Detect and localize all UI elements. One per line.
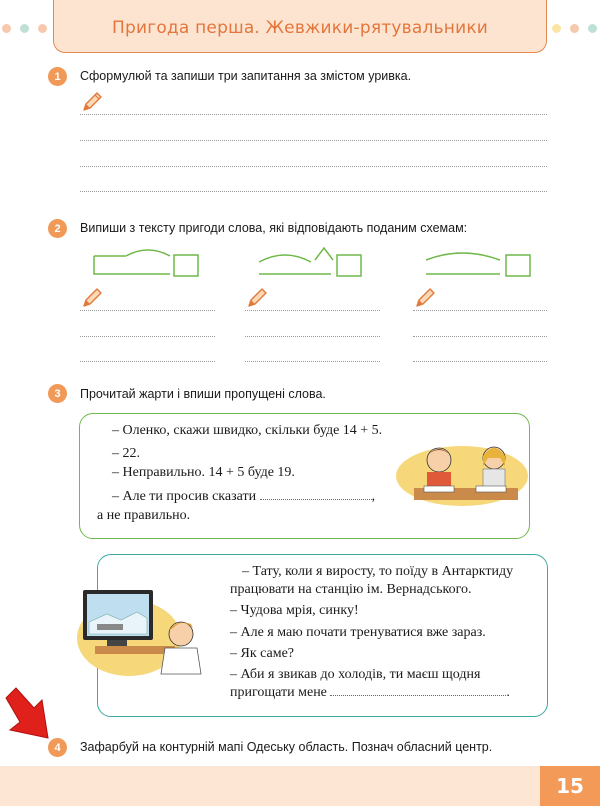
fill-in-blank[interactable] [260,499,372,500]
joke-1-line [112,489,375,505]
pencil-icon [80,286,104,310]
joke-2-line: працювати на станцію ім. Вернадського. [230,582,472,597]
task-2-number: 2 [48,219,67,238]
joke-2-line: – Аби я звикав до холодів, ти маєш щодня [230,667,481,682]
answer-line[interactable] [80,310,215,311]
pencil-icon [413,286,437,310]
answer-line[interactable] [413,310,547,311]
answer-line[interactable] [80,336,215,337]
word-scheme-1 [90,246,205,280]
joke-2-punct: . [506,685,510,700]
pencil-icon [245,286,269,310]
word-scheme-2 [253,242,368,280]
answer-line[interactable] [80,166,547,167]
footer-band [0,766,600,806]
task-4-number: 4 [48,738,67,757]
decor-dot [2,24,11,33]
task-3-instruction: Прочитай жарти і впиши пропущені слова. [80,387,326,401]
joke-2-text: пригощати мене [230,685,327,700]
decor-dots-right [552,24,597,36]
answer-line[interactable] [80,361,215,362]
joke-1-line: – Неправильно. 14 + 5 буде 19. [112,465,295,480]
answer-line[interactable] [80,140,547,141]
pencil-icon [80,90,104,114]
joke-1-text: – Але ти просив сказати [112,489,257,504]
boy-watching-tv-illustration [77,582,212,678]
red-arrow-icon [4,686,52,744]
joke-2-line: – Чудова мрія, синку! [230,603,359,618]
task-2-instruction: Випиши з тексту пригоди слова, які відповідають поданим схемам: [80,221,468,235]
answer-line[interactable] [413,336,547,337]
answer-line[interactable] [245,336,380,337]
decor-dot [588,24,597,33]
decor-dot [38,24,47,33]
joke-1-line: а не правильно. [97,508,191,523]
joke-2-line: – Тату, коли я виросту, то поїду в Антарктиду [242,564,514,579]
joke-2-line [230,685,510,701]
joke-1-punct: , [371,489,376,504]
joke-2-line: – Але я маю почати тренуватися вже зараз. [230,625,486,640]
task-1-instruction: Сформулюй та запиши три запитання за змістом уривка. [80,69,412,83]
decor-dot [570,24,579,33]
answer-line[interactable] [413,361,547,362]
chapter-header [53,0,547,53]
word-scheme-3 [420,242,535,280]
page-number: 15 [556,774,584,798]
task-1-number: 1 [48,67,67,86]
answer-line[interactable] [80,191,547,192]
decor-dot [552,24,561,33]
joke-2-line: – Як саме? [230,646,295,661]
joke-1-line: – 22. [112,446,140,461]
answer-line[interactable] [245,310,380,311]
children-reading-illustration [394,430,528,508]
page-number-box [540,766,600,806]
decor-dot [20,24,29,33]
task-3-number: 3 [48,384,67,403]
chapter-title: Пригода перша. Жевжики-рятувальники [111,18,489,38]
joke-1-line: – Оленко, скажи швидко, скільки буде 14 + 5. [112,423,383,438]
answer-line[interactable] [80,114,547,115]
answer-line[interactable] [245,361,380,362]
task-4-instruction: Зафарбуй на контурній мапі Одеську область. Познач обласний центр. [80,740,493,754]
fill-in-blank[interactable] [330,695,506,696]
